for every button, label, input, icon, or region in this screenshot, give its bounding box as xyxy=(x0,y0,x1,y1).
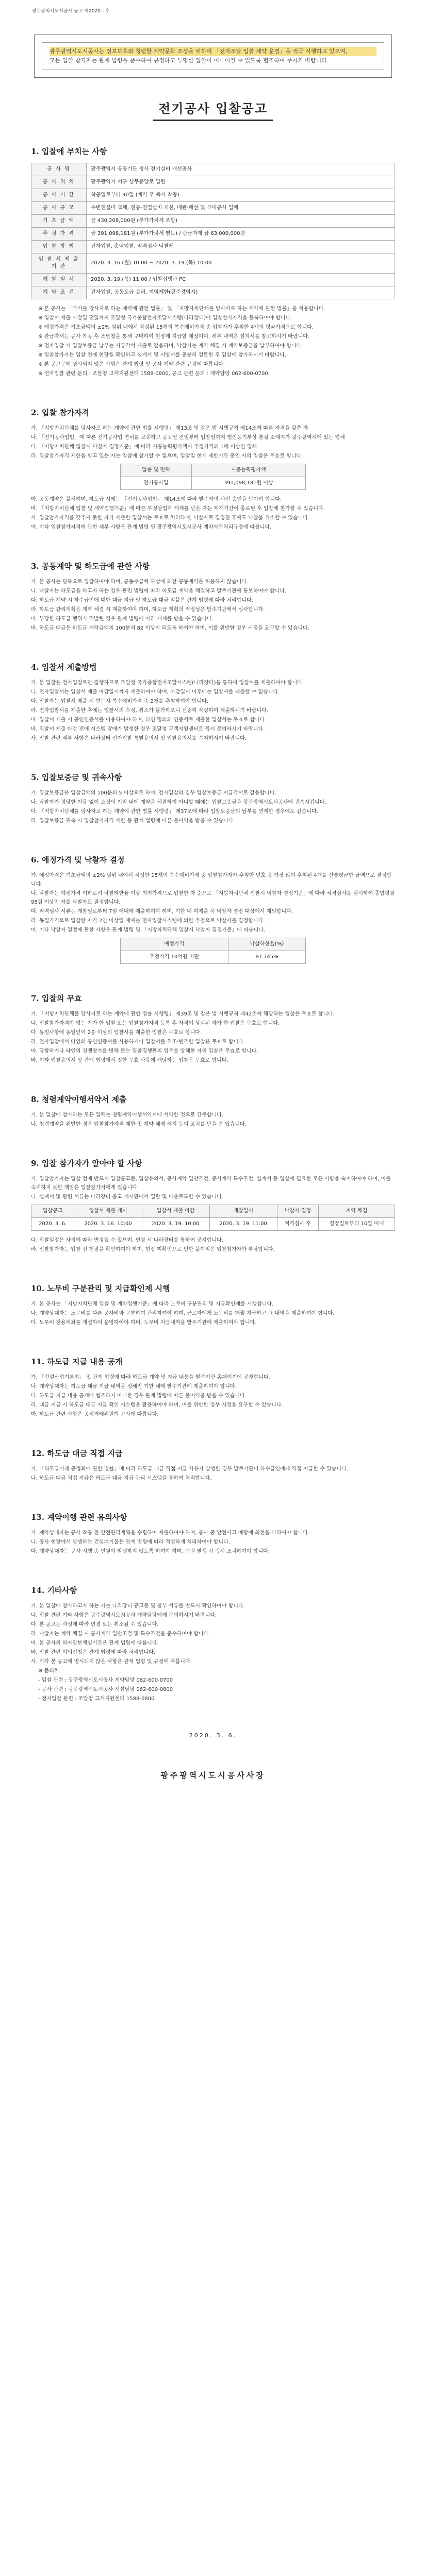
data-table xyxy=(31,1205,395,1231)
text-line: 바. 입찰서 제출 마감 전에 시스템 장애가 발생한 경우 조달청 고객지원센터로 즉시 문의하시기 바랍니다. xyxy=(31,726,265,732)
text-lines xyxy=(31,495,395,532)
data-table xyxy=(120,464,306,490)
text-line: 바. 입찰 관련 이의신청은 관계 법령에 따라 처리합니다. xyxy=(31,1650,156,1655)
info-row xyxy=(31,215,395,228)
info-row xyxy=(31,286,395,299)
text-line: 다. 노무비 전용계좌를 개설하여 운영하여야 하며, 노무비 지급내역을 발주기관에 제출하여야 합니다. xyxy=(31,1320,257,1326)
table-cell: 적격심사 후 xyxy=(277,1218,318,1231)
text-line: 나. 전자입찰서는 입찰서 제출 마감일시까지 제출하여야 하며, 마감일시 이후에는 입찰서를 제출할 수 없습니다. xyxy=(31,689,280,695)
text-line: 라. 전자입찰서를 제출한 후에는 입찰서의 수정, 취소가 불가하오니 신중히 작성하여 제출하시기 바랍니다. xyxy=(31,708,268,714)
text-line: 나. 공사 현장에서 발생하는 건설폐기물은 관계 법령에 따라 적법하게 처리하여야 합니다. xyxy=(31,1539,230,1545)
text-line: - 전자입찰 관련 : 조달청 고객지원센터 1588-0800 xyxy=(38,1696,155,1702)
text-line: 라. 전자입찰에서 타인의 공인인증서를 사용하거나 입찰서를 위조·변조한 입찰은 무효로 합니다. xyxy=(31,1039,245,1045)
text-line: 가. 계약상대자는 공사 착공 전 안전관리계획을 수립하여 제출하여야 하며, 공사 중 안전사고 예방에 최선을 다하여야 합니다. xyxy=(31,1530,310,1536)
notice-date: 2020. 3. 6. xyxy=(189,1732,237,1739)
text-lines xyxy=(31,1667,395,1703)
text-line: 마. 입찰서 제출 시 공인인증서를 이용하여야 하며, 타인 명의의 인증서로 제출한 입찰서는 무효로 합니다. xyxy=(31,717,267,723)
text-line: 나. 계약상대자는 하도급 대금 지급 내역을 정해진 기한 내에 발주기관에 제출하여야 합니다. xyxy=(31,1384,237,1389)
text-line: 나. 낙찰자는 하도급을 하고자 하는 경우 관련 법령에 따라 하도급 계약을 체결하고 발주기관에 통보하여야 합니다. xyxy=(31,588,287,594)
top-notice-line: 모든 입찰 참가자는 관계 법령을 준수하여 공정하고 투명한 입찰이 이루어질 수 있도록 협조하여 주시기 바랍니다. xyxy=(50,57,329,64)
table-cell: 2020. 3. 19. 11:00 xyxy=(209,1218,277,1231)
top-notice-frame xyxy=(34,35,392,78)
info-value: 전자입찰, 공동도급 불허, 지역제한(광주광역시) xyxy=(87,286,395,299)
data-table xyxy=(120,938,306,964)
table-cell: 전기공사업 xyxy=(121,477,192,490)
section-title: 9. 입찰 참가자가 알아야 할 사항 xyxy=(31,1159,142,1168)
text-line: 다. 하도급 계약 시 하수급인에 대한 대금 지급 및 하도급 대금 직불은 관계 법령에 따라 처리합니다. xyxy=(31,598,253,603)
text-lines xyxy=(31,679,395,743)
text-line: 라. 입찰보증금 귀속 시 입찰참가자격 제한 등 관계 법령에 따른 불이익을 받을 수 있습니다. xyxy=(31,818,235,824)
table-header-cell: 계약 체결 xyxy=(318,1205,395,1218)
top-notice-line: 광주광역시도시공사는 정보보호와 청렴한 계약문화 조성을 위하여 「전자조달 입찰·계약 운영」을 적극 시행하고 있으며, xyxy=(50,47,376,56)
info-key: 공 사 기 간 xyxy=(31,189,87,202)
table-header-cell: 시공능력평가액 xyxy=(191,464,305,477)
section-12 xyxy=(31,1448,395,1483)
text-lines xyxy=(31,578,395,633)
text-lines xyxy=(31,1529,395,1556)
text-line: 가. 「하도급거래 공정화에 관한 법률」에 따라 하도급 대금 직접 지급 사유가 발생한 경우 발주기관이 하수급인에게 직접 지급할 수 있습니다. xyxy=(31,1466,348,1472)
table-header-row xyxy=(121,938,306,951)
text-line: 라. 입찰참가자격 제한을 받고 있는 자는 입찰에 참가할 수 없으며, 입찰일 현재 제한기간 중인 자의 입찰은 무효로 합니다. xyxy=(31,453,303,459)
text-line: 나. 입찰 관련 기타 사항은 광주광역시도시공사 계약담당에게 문의하시기 바랍니다. xyxy=(31,1613,217,1618)
text-line: - 입찰 관련 : 광주광역시도시공사 계약담당 062-600-0700 xyxy=(38,1677,173,1683)
info-value: 수변전설비 교체, 전등·전열설비 개선, 배관·배선 및 부대공사 일체 xyxy=(87,202,395,215)
text-line: 다. 「지방자치단체 입찰시 낙찰자 결정기준」에 따라 시공능력평가액이 추정가격의 1배 이상인 업체 xyxy=(31,444,257,450)
table-header-row xyxy=(31,1205,395,1218)
info-table-wrap xyxy=(31,163,395,299)
text-line: 아. 기타 입찰참가자격에 관한 세부 사항은 관계 법령 및 광주광역시도시공사 계약사무처리규정에 따릅니다. xyxy=(31,524,272,530)
text-line: 라. 입찰참가자는 입찰 전 현장을 확인하여야 하며, 현장 미확인으로 인한 불이익은 입찰참가자가 부담합니다. xyxy=(31,1247,275,1252)
section-title: 7. 입찰의 무효 xyxy=(31,994,82,1003)
table-wrap xyxy=(120,938,306,964)
table-header-cell: 입찰서 제출 개시 xyxy=(74,1205,142,1218)
info-row xyxy=(31,274,395,286)
text-line: - 공사 관련 : 광주광역시도시공사 시설담당 062-600-0800 xyxy=(38,1687,173,1692)
section-title: 13. 계약이행 관련 유의사항 xyxy=(31,1513,127,1522)
section-4 xyxy=(31,662,395,743)
section-2 xyxy=(31,407,395,532)
table-row xyxy=(31,1218,395,1231)
info-value: 광주광역시 서구 상무중앙로 일원 xyxy=(87,176,395,189)
text-line: 나. 계약상대자는 노무비를 다른 공사비와 구분하여 관리하여야 하며, 근로자에게 노무비를 매월 지급하고 그 내역을 제출하여야 합니다. xyxy=(31,1311,335,1316)
text-line: 바. 「지방자치단체 입찰 및 계약집행기준」에 따른 부정당업자 제재를 받은 자는 제재기간이 종료된 후 입찰에 참가할 수 있습니다. xyxy=(31,506,325,512)
text-line: 가. 입찰참가자는 입찰 전에 반드시 입찰공고문, 입찰유의서, 공사계약 일반조건, 공사계약 특수조건, 설계서 등 입찰에 필요한 모든 사항을 숙지하여야 하며, 이를 숙지하지 못한 책임은 입찰참가자에게 있습니다. xyxy=(31,1176,391,1191)
text-line: 바. 기타 입찰유의서 및 관계 법령에서 정한 무효 사유에 해당하는 입찰은 무효로 합니다. xyxy=(31,1058,228,1063)
text-line: 사. 입찰 관련 세부 사항은 나라장터 전자입찰 특별유의서 및 입찰유의서를 숙지하시기 바랍니다. xyxy=(31,736,247,741)
text-line: 가. 본 공사는 단독으로 입찰하여야 하며, 공동수급체 구성에 의한 공동계약은 허용하지 않습니다. xyxy=(31,579,249,585)
text-line: 나. 하도급 대금 직접 지급은 하도급 대금 지급 관리 시스템을 통하여 처리합니다. xyxy=(31,1476,212,1481)
text-line: 가. 「지방자치단체를 당사자로 하는 계약에 관한 법률 시행령」 제13조 및 같은 법 시행규칙 제14조에 따른 자격을 갖춘 자 xyxy=(31,426,308,431)
text-line: 다. 적격심사 서류는 개찰일로부터 7일 이내에 제출하여야 하며, 기한 내 미제출 시 낙찰자 결정 대상에서 제외합니다. xyxy=(31,909,293,914)
section-title: 2. 입찰 참가자격 xyxy=(31,408,90,417)
info-value: 금 391,098,181원 (부가가치세 별도) / 관급자재 금 63,000,000원 xyxy=(87,228,395,241)
text-lines xyxy=(31,1602,395,1666)
section-3 xyxy=(31,561,395,633)
section-9 xyxy=(31,1158,395,1254)
text-line: 마. 담합하거나 타인의 경쟁참가를 방해 또는 입찰집행관의 업무를 방해한 자의 입찰은 무효로 합니다. xyxy=(31,1048,258,1054)
text-line: 가. 본 입찰에 참가하는 모든 업체는 청렴계약이행서약서에 서약한 것으로 간주합니다. xyxy=(31,1112,224,1118)
sections xyxy=(31,146,395,1703)
text-line: 마. 본 공사의 하자담보책임기간은 관계 법령에 따릅니다. xyxy=(31,1640,159,1646)
info-key: 공 사 규 모 xyxy=(31,202,87,215)
table-header-cell: 업종 및 면허 xyxy=(121,464,192,477)
text-lines xyxy=(31,871,395,935)
info-row xyxy=(31,241,395,253)
text-line: 가. 본 입찰에 참가하고자 하는 자는 나라장터 공고문 및 첨부 서류를 반드시 확인하여야 합니다. xyxy=(31,1603,245,1609)
info-key: 추 정 가 격 xyxy=(31,228,87,241)
text-lines xyxy=(31,1010,395,1065)
text-lines xyxy=(31,1373,395,1419)
info-value: 전자입찰, 총액입찰, 적격심사 낙찰제 xyxy=(87,241,395,253)
text-line: ※ 전자입찰 시 입찰보증금 납부는 지급각서 제출로 갈음하며, 낙찰자는 계약 체결 시 계약보증금을 납부하여야 합니다. xyxy=(38,343,303,349)
info-key: 입 찰 방 법 xyxy=(31,241,87,253)
text-line: 가. 「지방자치단체를 당사자로 하는 계약에 관한 법률 시행령」 제39조 및 같은 법 시행규칙 제42조에 해당하는 입찰은 무효로 합니다. xyxy=(31,1011,335,1017)
text-lines xyxy=(31,1111,395,1129)
text-lines xyxy=(31,789,395,825)
text-line: ※ 본 공고문에 명시되지 않은 사항은 관계 법령 및 공사 계약 관련 규정에 따릅니다. xyxy=(38,362,225,367)
info-value: 2020. 3. 19.(목) 11:00 / 입찰집행관 PC xyxy=(87,274,395,286)
text-line: ※ 관급자재는 공사 착공 후 조달청을 통해 구매하여 현장에 지급할 예정이며, 세부 내역은 설계서를 참고하시기 바랍니다. xyxy=(38,334,310,340)
info-key: 개 찰 일 시 xyxy=(31,274,87,286)
table-cell: 추정가격 10억원 미만 xyxy=(121,951,228,964)
text-line: 라. 낙찰자는 계약 체결 시 공사계약 일반조건 및 특수조건을 준수하여야 합니다. xyxy=(31,1631,210,1637)
table-cell: 2020. 3. 19. 10:00 xyxy=(142,1218,209,1231)
text-line: 다. 계약상대자는 공사 시행 중 민원이 발생하지 않도록 하여야 하며, 민원 발생 시 즉시 조치하여야 합니다. xyxy=(31,1549,270,1554)
section-title: 11. 하도급 지급 내용 공개 xyxy=(31,1357,123,1366)
info-key: 입 찰 서 제 출 기 간 xyxy=(31,253,87,274)
title-wrap xyxy=(31,98,395,121)
notice-number: 광주광역시도시공사 공고 제2020 - 호 xyxy=(32,9,110,14)
table-cell: 2020. 3. 6. xyxy=(31,1218,74,1231)
text-lines xyxy=(31,304,395,378)
section-title: 8. 청렴계약이행서약서 제출 xyxy=(31,1095,127,1104)
text-line: 다. 「지방자치단체를 당사자로 하는 계약에 관한 법률 시행령」 제37조에 따라 입찰보증금의 납부를 면제한 경우에도 같습니다. xyxy=(31,809,318,815)
page-title: 전기공사 입찰공고 xyxy=(153,98,273,121)
footer xyxy=(31,1732,395,1781)
info-value: 착공일로부터 90일 (계약 후 즉시 착공) xyxy=(87,189,395,202)
issuer: 광주광역시도시공사사장 xyxy=(160,1771,266,1780)
info-value: 금 430,208,000원 (부가가치세 포함) xyxy=(87,215,395,228)
table-header-row xyxy=(121,464,306,477)
table-row xyxy=(121,951,306,964)
text-lines xyxy=(31,424,395,461)
table-row xyxy=(121,477,306,490)
table-cell: 결정일로부터 10일 이내 xyxy=(318,1218,395,1231)
table-cell: 2020. 3. 16. 10:00 xyxy=(74,1218,142,1231)
table-header-cell: 예정가격 xyxy=(121,938,228,951)
info-key: 계 약 조 건 xyxy=(31,286,87,299)
section-title: 4. 입찰서 제출방법 xyxy=(31,663,97,672)
text-line: ※ 전자입찰 관련 문의 : 조달청 고객지원센터 1588-0800, 공고 관련 문의 : 계약담당 062-600-0700 xyxy=(38,371,268,377)
section-13 xyxy=(31,1512,395,1556)
info-row xyxy=(31,253,395,274)
text-lines xyxy=(31,1236,395,1254)
info-value: 광주광역시 공공기관 청사 전기설비 개선공사 xyxy=(87,163,395,176)
section-title: 6. 예정가격 및 낙찰자 결정 xyxy=(31,855,125,865)
text-line: 가. 「건설산업기본법」 및 관계 법령에 따라 하도급 계약 및 지급 내용을 발주기관 홈페이지에 공개합니다. xyxy=(31,1375,270,1380)
text-line: 마. 공동계약은 불허하며, 하도급 시에는 「전기공사업법」 제14조에 따라 발주자의 사전 승인을 받아야 합니다. xyxy=(31,497,282,502)
text-line: 가. 입찰보증금은 입찰금액의 100분의 5 이상으로 하며, 전자입찰의 경우 입찰보증금 지급각서로 갈음합니다. xyxy=(31,790,276,796)
text-line: 라. 하도급 관리계획은 계약 체결 시 제출하여야 하며, 하도급 계획의 적정성은 발주기관에서 심사합니다. xyxy=(31,607,265,613)
text-line: 사. 입찰참가자격을 갖추지 못한 자가 제출한 입찰서는 무효로 처리하며, 낙찰자로 결정된 후에도 낙찰을 취소할 수 있습니다. xyxy=(31,515,310,521)
section-7 xyxy=(31,993,395,1065)
info-table xyxy=(31,163,395,299)
info-row xyxy=(31,228,395,241)
table-wrap xyxy=(120,464,306,490)
text-line: 다. 입찰자는 입찰서 제출 시 반드시 복수예비가격 중 2개를 추첨하여야 합니다. xyxy=(31,699,208,704)
section-title: 12. 하도급 대금 직접 지급 xyxy=(31,1449,123,1458)
text-line: 다. 본 공고는 사정에 따라 변경 또는 취소될 수 있습니다. xyxy=(31,1622,159,1628)
text-line: 다. 입찰일정은 사정에 따라 변경될 수 있으며, 변경 시 나라장터를 통하여 공지합니다. xyxy=(31,1238,223,1243)
text-line: 나. 「전기공사업법」에 따른 전기공사업 면허를 보유하고 공고일 전일부터 입찰일까지 법인등기부상 본점 소재지가 광주광역시에 있는 업체 xyxy=(31,435,345,440)
text-line: 가. 예정가격은 기초금액의 ±2% 범위 내에서 작성한 15개의 복수예비가격 중 입찰참가자가 추첨한 번호 중 가장 많이 추첨된 4개를 산술평균한 금액으로 결정합니다. xyxy=(31,873,392,887)
section-title: 1. 입찰에 부치는 사항 xyxy=(31,147,107,156)
text-line: 바. 하도급 대금은 하도급 계약금액의 100분의 82 이상이 되도록 하여야 하며, 이를 위반한 경우 시정을 요구할 수 있습니다. xyxy=(31,625,309,631)
section-6 xyxy=(31,854,395,964)
text-line: 라. 동일가격으로 입찰한 자가 2인 이상일 때에는 전자입찰시스템에 의한 추첨으로 낙찰자를 결정합니다. xyxy=(31,918,265,924)
table-header-cell: 낙찰하한율(%) xyxy=(228,938,305,951)
text-line: 다. 동일사항에 동일인이 2통 이상의 입찰서를 제출한 입찰은 무효로 합니다. xyxy=(31,1030,202,1036)
info-key: 기 초 금 액 xyxy=(31,215,87,228)
section-10 xyxy=(31,1283,395,1327)
table-header-cell: 입찰공고 xyxy=(31,1205,74,1218)
info-row xyxy=(31,189,395,202)
table-cell: 391,098,181원 이상 xyxy=(191,477,305,490)
text-line: 나. 청렴계약을 위반한 경우 입찰참가자격 제한 및 계약 해제·해지 등의 조치를 받을 수 있습니다. xyxy=(31,1122,247,1127)
text-line: ※ 문의처 xyxy=(38,1668,59,1674)
text-line: 나. 낙찰자가 정당한 이유 없이 소정의 기일 내에 계약을 체결하지 아니할 때에는 입찰보증금을 광주광역시도시공사에 귀속시킵니다. xyxy=(31,800,326,805)
section-title: 14. 기타사항 xyxy=(31,1586,77,1595)
info-value: 2020. 3. 16.(월) 10:00 ~ 2020. 3. 19.(목) 10:00 xyxy=(87,253,395,274)
text-lines xyxy=(31,1465,395,1483)
text-line: ※ 예정가격은 기초금액의 ±2% 범위 내에서 작성된 15개의 복수예비가격 중 입찰자가 추첨한 4개의 평균가격으로 합니다. xyxy=(38,325,314,330)
text-line: ※ 본 공사는 「국가를 당사자로 하는 계약에 관한 법률」 및 「지방자치단체를 당사자로 하는 계약에 관한 법률」을 적용합니다. xyxy=(38,306,325,312)
table-cell: 87.745% xyxy=(228,951,305,964)
table-header-cell: 낙찰자 결정 xyxy=(277,1205,318,1218)
text-line: 나. 입찰참가자격이 없는 자가 한 입찰 또는 입찰참가자격 등록 후 자격이 상실된 자가 한 입찰은 무효로 합니다. xyxy=(31,1021,280,1026)
text-lines xyxy=(31,1175,395,1201)
table-header-cell: 개찰일시 xyxy=(209,1205,277,1218)
text-line: 다. 하도급 지급 내용 공개에 협조하지 아니한 경우 관계 법령에 따른 불이익을 받을 수 있습니다. xyxy=(31,1393,247,1399)
info-row xyxy=(31,163,395,176)
text-line: ※ 입찰서 제출 마감일 전일까지 조달청 국가종합전자조달시스템(나라장터)에 입찰참가자격을 등록하여야 합니다. xyxy=(38,315,292,321)
info-key: 공 사 위 치 xyxy=(31,176,87,189)
text-line: 마. 기타 낙찰자 결정에 관한 사항은 관계 법령 및 「지방자치단체 입찰시 낙찰자 결정기준」에 따릅니다. xyxy=(31,927,266,933)
section-1 xyxy=(31,146,395,378)
text-line: 마. 부당한 하도급 행위가 적발될 경우 관계 법령에 따라 제재를 받을 수 있습니다. xyxy=(31,616,214,622)
section-title: 10. 노무비 구분관리 및 지급확인제 시행 xyxy=(31,1284,170,1293)
text-line: 사. 기타 본 공고에 명시되지 않은 사항은 관계 법령 및 규정에 따릅니다. xyxy=(31,1659,192,1665)
section-title: 3. 공동계약 및 하도급에 관한 사항 xyxy=(31,562,150,571)
text-line: 마. 하도급 관련 사항은 공정거래위원회 고시에 따릅니다. xyxy=(31,1412,159,1417)
section-8 xyxy=(31,1094,395,1129)
table-header-cell: 입찰서 제출 마감 xyxy=(142,1205,209,1218)
text-line: 가. 본 공사는 「지방자치단체 입찰 및 계약집행기준」에 따라 노무비 구분관리 및 지급확인제를 시행합니다. xyxy=(31,1301,274,1307)
info-key: 공 사 명 xyxy=(31,163,87,176)
info-row xyxy=(31,202,395,215)
section-title: 5. 입찰보증금 및 귀속사항 xyxy=(31,773,122,782)
text-line: ※ 입찰참가자는 입찰 전에 현장을 확인하고 설계서 및 시방서를 충분히 검토한 후 입찰에 참가하시기 바랍니다. xyxy=(38,352,287,358)
text-line: 나. 설계서 및 관련 서류는 나라장터 공고 게시판에서 열람 및 다운로드할 수 있습니다. xyxy=(31,1194,223,1200)
section-5 xyxy=(31,772,395,825)
text-line: 가. 본 입찰은 전자입찰로만 집행하므로 조달청 국가종합전자조달시스템(나라장터)을 통하여 입찰서를 제출하여야 합니다. xyxy=(31,680,304,686)
table-wrap xyxy=(31,1205,395,1231)
info-row xyxy=(31,176,395,189)
text-line: 라. 대금 지급 시 하도급 대금 지급 확인 시스템을 활용하여야 하며, 이를 위반한 경우 시정을 요구할 수 있습니다. xyxy=(31,1402,283,1408)
top-notice-box xyxy=(42,42,384,70)
section-14 xyxy=(31,1585,395,1703)
text-line: 나. 낙찰자는 예정가격 이하로서 낙찰하한율 이상 최저가격으로 입찰한 자 순으로 「지방자치단체 입찰시 낙찰자 결정기준」에 따라 적격심사를 실시하여 종합평점 95점 이상인 자를 낙찰자로 결정합니다. xyxy=(31,891,395,905)
text-lines xyxy=(31,1300,395,1327)
section-11 xyxy=(31,1356,395,1419)
